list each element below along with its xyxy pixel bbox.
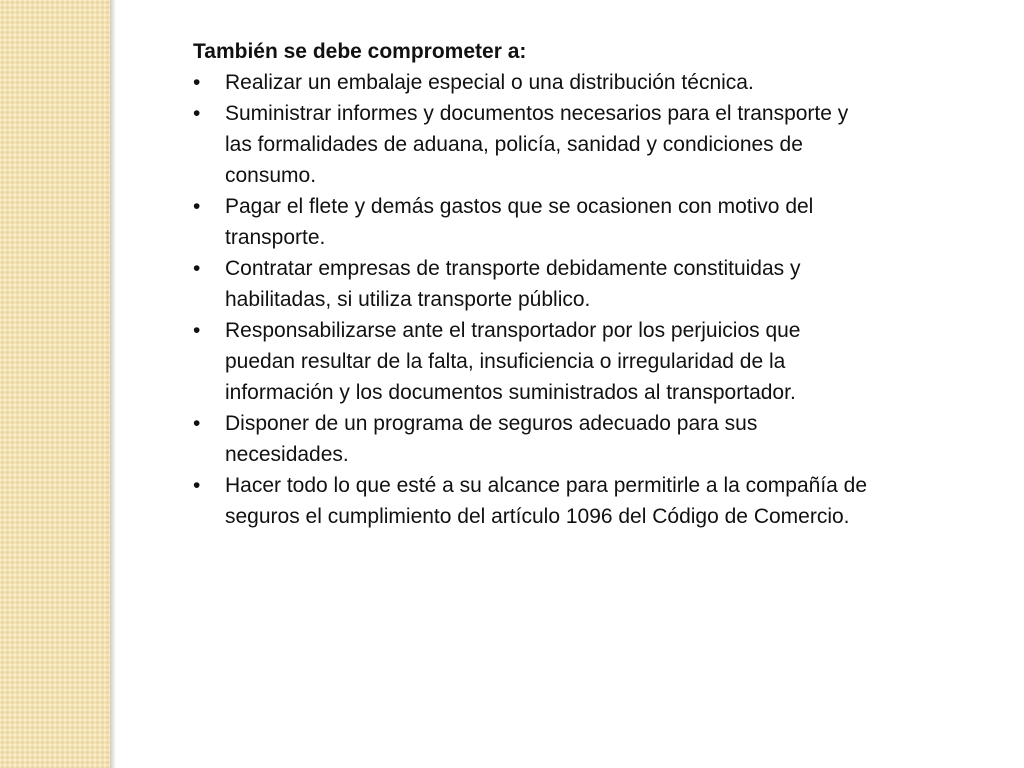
bullet-item — [193, 315, 873, 408]
bullet-item — [193, 408, 873, 470]
bullet-item — [193, 67, 873, 98]
bullet-item — [193, 191, 873, 253]
bullet-dot-icon: • — [193, 71, 201, 94]
bullet-dot-icon: • — [193, 195, 201, 218]
bullet-dot-icon: • — [193, 412, 201, 435]
bullet-dot-icon: • — [193, 474, 201, 497]
bullet-text: Realizar un embalaje especial o una distribución técnica. — [225, 71, 754, 94]
bullet-item — [193, 253, 873, 315]
bullet-list — [193, 67, 873, 532]
bullet-dot-icon: • — [193, 257, 201, 280]
bullet-text: Pagar el flete y demás gastos que se ocasionen con motivo del transporte. — [225, 195, 814, 249]
slide-heading: También se debe comprometer a: — [193, 40, 527, 63]
slide-content — [193, 36, 873, 532]
decorative-side-strip — [0, 0, 110, 768]
bullet-dot-icon: • — [193, 102, 201, 125]
bullet-text: Suministrar informes y documentos necesarios para el transporte y las formalidades de aduana, policía, sanidad y condiciones de consumo. — [225, 102, 849, 187]
bullet-dot-icon: • — [193, 319, 201, 342]
bullet-text: Disponer de un programa de seguros adecuado para sus necesidades. — [225, 412, 758, 466]
bullet-item — [193, 470, 873, 532]
bullet-text: Contratar empresas de transporte debidamente constituidas y habilitadas, si utiliza transporte público. — [225, 257, 801, 311]
bullet-text: Responsabilizarse ante el transportador por los perjuicios que puedan resultar de la falta, insuficiencia o irregularidad de la información y los documentos suministrados al transportador. — [225, 319, 801, 404]
bullet-text: Hacer todo lo que esté a su alcance para permitirle a la compañía de seguros el cumplimiento del artículo 1096 del Código de Comercio. — [225, 474, 868, 528]
bullet-item — [193, 98, 873, 191]
side-strip-shadow — [110, 0, 116, 768]
